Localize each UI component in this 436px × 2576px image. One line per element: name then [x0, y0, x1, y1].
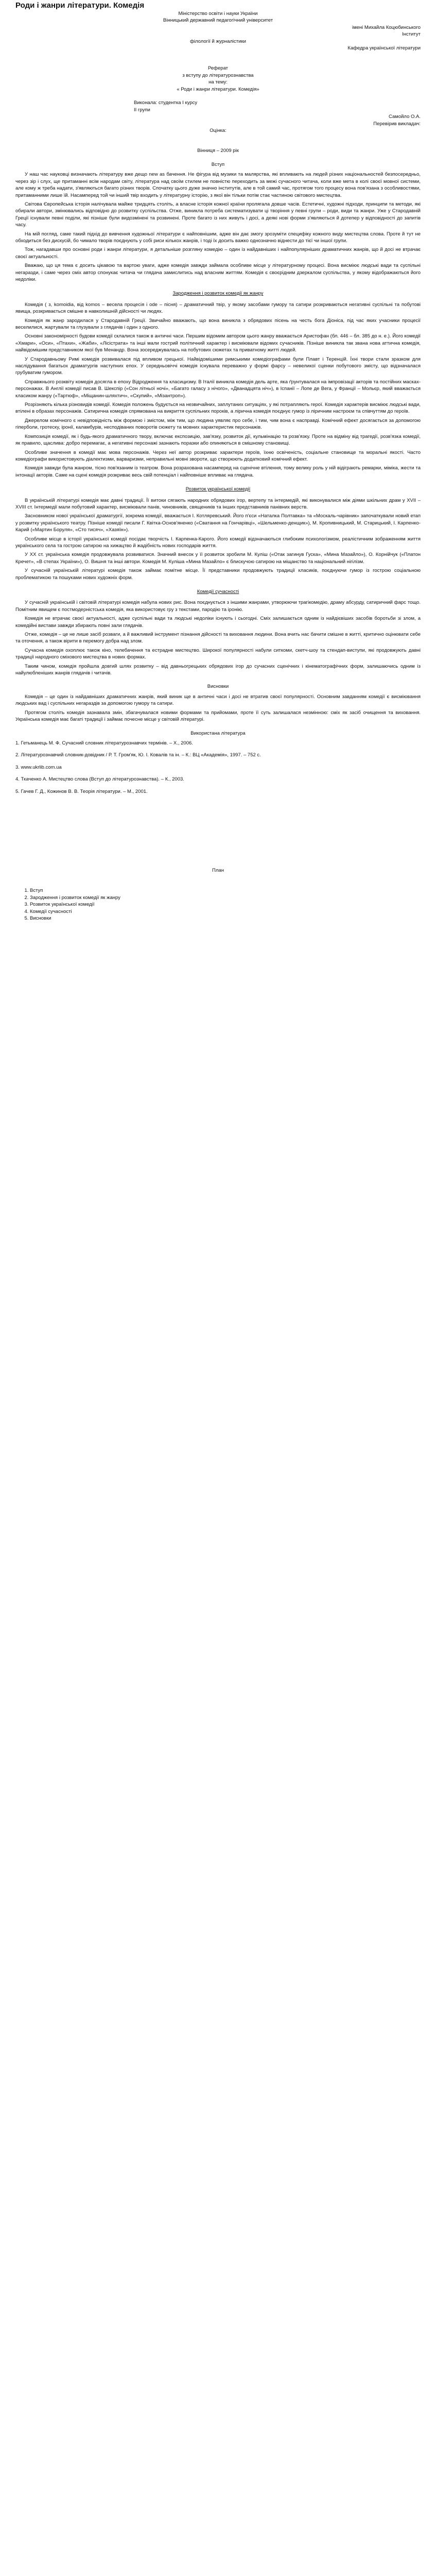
- references-section: [15, 730, 421, 795]
- section-paragraph: Особливе значення в комедії має мова персонажів. Через неї автор розкриває характери героїв, їхню освіченість, соціальне становище та моральні якості. Часто комедіографи використовують діалектизми, варваризми, неправильні мовні звороти, що створюють додатковий комічний ефект.: [15, 449, 421, 462]
- reference-item: 4. Ткаченко А. Мистецтво слова (Вступ до літературознавства). – К., 2003.: [15, 776, 184, 783]
- title-page: [15, 10, 421, 155]
- section-origins: [15, 290, 421, 479]
- conclusion-paragraph: Протягом століть комедія зазнавала змін, збагачувалася новими формами та прийомами, проте її суть залишалася незмінною: сміх як засіб очищення та виховання. Українська комедія має багаті традиції і займає почесне місце у світовій літературі.: [15, 709, 421, 723]
- teacher-line: Перевірив викладач:: [373, 121, 421, 127]
- reference-item: 5. Гачев Г. Д., Кожинов В. В. Теорія літератури. – М., 2001.: [15, 788, 148, 794]
- conclusion-section: [15, 683, 421, 723]
- plan-item: 2. Зародження і розвиток комедії як жанру: [30, 894, 421, 901]
- course-line: з вступу до літературознавства: [182, 72, 254, 78]
- section-paragraph: Комедія не втрачає своєї актуальності, адже суспільні вади та людські недоліки існують і сьогодні. Сміх залишається одним із найдієвіших засобів боротьби зі злом, а комедійні вистави завжди збирають повні зали глядачів.: [15, 616, 421, 629]
- section-ukrainian: [15, 486, 421, 581]
- intro-heading: Вступ: [211, 161, 225, 167]
- department-line: Кафедра української літератури: [347, 45, 421, 52]
- section-paragraph: У Стародавньому Римі комедія розвивалася під впливом грецької. Найвідомішими римськими комедіографами були Плавт і Теренцій. Їхні твори стали зразком для наслідування багатьох драматургів наступних епох. У середньовіччі комедія існувала переважно у формі фарсу – невеликої сценки побутового змісту, що відзначалася грубуватим гумором.: [15, 356, 421, 376]
- section-paragraph: В українській літературі комедія має давні традиції. Її витоки сягають народних обрядових ігор, вертепу та інтермедій, які виконувалися між діями шкільних драм у XVII – XVIII ст. Інтермедії мали побутовий характер, висміювали панів, чиновників, священиків та інших представників панівних верств.: [15, 497, 421, 510]
- document-page: [0, 1, 436, 2576]
- student-name: Самойло О.А.: [389, 114, 421, 120]
- section-paragraph: Розрізняють кілька різновидів комедії. Комедія положень будується на незвичайних, заплутаних ситуаціях, у які потрапляють герої. Комедія характерів висміює людські вади, втілені в образах персонажів. Сатирична комедія спрямована на викриття суспільних пороків, а лірична комедія поєднує гумор із ліричним настроєм та співчуттям до героїв.: [15, 402, 421, 415]
- performed-by-line: Виконала: студентка І курсу: [134, 100, 198, 106]
- university-line: Вінницький державний педагогічний університет: [163, 18, 273, 24]
- references-heading: Використана література: [190, 730, 246, 736]
- reference-item: 2. Літературознавчий словник-довідник / Р. Т. Гром'як, Ю. І. Ковалів та ін. – К.: ВЦ «Академія», 1997. – 752 с.: [15, 752, 261, 758]
- section-paragraph: Джерелом комічного є невідповідність між формою і змістом, між тим, що людина уявляє про себе, і тим, чим вона є насправді. Комічний ефект досягається за допомогою гіперболи, гротеску, іронії, каламбурів, несподіваних поворотів сюжету та мовних характеристик персонажів.: [15, 417, 421, 431]
- document-title: Роди і жанри літератури. Комедія: [15, 1, 145, 10]
- plan-list: [15, 887, 421, 922]
- topic-line: « Роди і жанри літератури. Комедія»: [177, 86, 259, 92]
- plan-item: 4. Комедії сучасності: [30, 908, 421, 915]
- faculty-line: філології й журналістики: [190, 38, 246, 44]
- plan-item: 3. Розвиток української комедії: [30, 901, 421, 908]
- intro-paragraph: Світова Європейська історія налічувала майже тридцять століть, а власне історія кожної країни пролягала довше часів. Естетичні, художні підходи, принципи та методи, які обирали автори, змінювались відповідно до розвитку суспільства. Отже, виникла потреба систематизувати ці творіння у певні групи – роди, види та жанри. Уже у Стародавній Греції існували певні поділи, які пізніше були видозмінені та розвинені. Проте багато із них живуть і досі, а деякі нові форми з'являються й дотепер у відповідності до запитів часу.: [15, 201, 421, 228]
- on-topic-line: на тему:: [208, 79, 228, 86]
- plan-item: 5. Висновки: [30, 915, 421, 922]
- intro-section: [15, 161, 421, 283]
- conclusion-heading: Висновки: [207, 684, 229, 690]
- section-paragraph: Основні закономірності будови комедії склалися також в античні часи. Першим відомим автором цього жанру вважається Аристофан (бл. 446 – бл. 385 до н. е.). Його комедії «Хмари», «Оси», «Птахи», «Жаби», «Лісістрата» та інші мали гострий політичний характер і висміювали відомих сучасників. Пізніше виникла так звана нова аттична комедія, найвідомішим представником якої був Менандр. Вона зосереджувалась на побутових сюжетах та приватному житті людей.: [15, 333, 421, 353]
- ministry-line: Міністерство освіти і науки України: [178, 11, 258, 16]
- section-paragraph: У сучасній українській літературі комедія також займає помітне місце. Її представники продовжують традиції класиків, поєднуючи гумор із гострою соціальною проблематикою та пошуками нових художніх форм.: [15, 568, 421, 581]
- reference-item: 1. Гетьманець М. Ф. Сучасний словник літературознавчих термінів. – Х., 2006.: [15, 740, 193, 746]
- intro-paragraph: Вважаю, що ця тема є досить цікавою та вартою уваги, адже комедія завжди займала особливе місце у літературному процесі. Вона висміює людські вади та суспільні негаразди, і саме через сміх автор спонукає читача чи глядача замислитись над власним життям. Комедія є своєрідним дзеркалом суспільства, у якому відображаються його недоліки.: [15, 263, 421, 282]
- intro-paragraph: У наш час науковці визначають літературу вже дещо new as бачення. Не фігура від музики та малярства, які впливають на людей різних національностей безпосередньо, через зір і слух, ще притаманні всім народам світу, література над своїм стилем не повністю переходить за межі сучасного читача, коли вже мета в колі своєї мовної системи, але кому ж треба надати, з'являються багато різних творів. Спочатку цього дуже значно інститутів, але в той самий час, протягом того процесу вона пов'язана з особливостями, притаманними лише їй. Насамперед той чи інший твір входить у літературну історію, з якої він тільки потім стає частиною світового мистецтва.: [15, 172, 421, 198]
- intro-paragraph: Тож, нагадавши про основні роди і жанри літератури, я детальніше розгляну комедію – один із найдавніших і найпопулярніших драматичних жанрів, що й досі не втрачає своєї актуальності.: [15, 247, 421, 260]
- work-type: Реферат: [207, 65, 228, 72]
- city-year-line: Вінниця – 2009 рік: [197, 148, 239, 154]
- institute-line: Інститут: [402, 31, 421, 38]
- plan-section: [15, 867, 421, 922]
- section-modern: [15, 588, 421, 676]
- group-line: ІІ групи: [134, 107, 150, 113]
- section-heading: Розвиток української комедії: [185, 486, 251, 493]
- plan-heading: План: [212, 867, 224, 873]
- intro-paragraph: На мій погляд, саме такий підхід до вивчення художньої літератури є найповнішим, адже він дає змогу зрозуміти специфіку кожного виду мистецтва слова. Проте й тут не обходиться без дискусій, бо чимало творів поєднують у собі риси кількох жанрів, і тоді їх досить важко однозначно віднести до тієї чи іншої групи.: [15, 231, 421, 244]
- section-paragraph: Комедія як жанр зародилася у Стародавній Греції. Звичайно вважають, що вона виникла з обрядових пісень на честь бога Діоніса, під час яких учасники процесії веселилися, жартували та глузували з глядачів і один з одного.: [15, 317, 421, 331]
- section-paragraph: Сучасна комедія охоплює також кіно, телебачення та естрадне мистецтво. Широкої популярності набули ситкоми, скетч-шоу та стендап-виступи, які продовжують давні традиції народного сміхового мистецтва в нових формах.: [15, 647, 421, 660]
- section-paragraph: Таким чином, комедія пройшла довгий шлях розвитку – від давньогрецьких обрядових ігор до сучасних сценічних і кінематографічних форм, залишаючись одним із найулюбленіших жанрів глядачів і читачів.: [15, 663, 421, 676]
- section-paragraph: Композиція комедії, як і будь-якого драматичного твору, включає експозицію, зав'язку, розвиток дії, кульмінацію та розв'язку. Проте на відміну від трагедії, розв'язка комедії, як правило, щаслива: добро перемагає, а негативні персонажі зазнають поразки або опиняються в смішному становищі.: [15, 433, 421, 447]
- plan-item: 1. Вступ: [30, 887, 421, 894]
- grade-line: Оцінка:: [210, 128, 226, 134]
- section-paragraph: У XX ст. українська комедія продовжувала розвиватися. Значний внесок у її розвиток зробили М. Куліш («Отак загинув Гуска», «Мина Мазайло»), О. Корнійчук («Платон Кречет», «В степах України»), О. Вишня та інші автори. Комедія М. Куліша «Мина Мазайло» є блискучою сатирою на міщанство та національний нігілізм.: [15, 552, 421, 565]
- section-paragraph: Комедія ( з, komoidia, від komos – весела процесія і ode – пісня) – драматичний твір, у якому засобами гумору та сатири розкриваються негативні суспільні та побутові явища, розкривається смішне в навколишній дійсності чи людях.: [15, 301, 421, 315]
- conclusion-paragraph: Комедія – це один із найдавніших драматичних жанрів, який виник ще в античні часи і досі не втратив своєї популярності. Основним завданням комедії є висміювання людських вад і суспільних негараздів за допомогою гумору та сатири.: [15, 693, 421, 707]
- section-paragraph: Засновником нової української драматургії, зокрема комедії, вважається І. Котляревський. Його п'єси «Наталка Полтавка» та «Москаль-чарівник» започаткували новий етап у розвитку українського театру. Пізніше комедії писали Г. Квітка-Основ'яненко («Сватання на Гончарівці», «Шельменко-денщик»), М. Кропивницький, М. Старицький, І. Карпенко-Карий («Мартин Боруля», «Сто тисяч», «Хазяїн»).: [15, 513, 421, 533]
- university-line-2: імені Михайла Коцюбинського: [352, 24, 421, 30]
- section-heading: Зародження і розвиток комедії як жанру: [172, 291, 264, 297]
- section-paragraph: Комедія завжди була жанром, тісно пов'язаним із театром. Вона розрахована насамперед на сценічне втілення, тому велику роль у ній відіграють ремарки, міміка, жести та інтонації акторів. Саме на сцені комедія розкриває весь свій потенціал і найповніше впливає на глядача.: [15, 465, 421, 478]
- section-paragraph: У сучасній українській і світовій літературі комедія набула нових рис. Вона поєднується з іншими жанрами, утворюючи трагікомедію, драму абсурду, сатиричний фарс тощо. Помітним явищем є постмодерністська комедія, яка використовує гру з текстами, пародію та іронію.: [15, 600, 421, 613]
- section-paragraph: Отже, комедія – це не лише засіб розваги, а й важливий інструмент пізнання дійсності та виховання людини. Вона вчить нас бачити смішне в житті, критично оцінювати себе та оточення, а також вірити в перемогу добра над злом.: [15, 632, 421, 645]
- section-paragraph: Особливе місце в історії української комедії посідає творчість І. Карпенка-Карого. Його комедії відзначаються глибоким психологізмом, реалістичним зображенням життя українського села та гострою сатирою на хижацтво й жадібність нових господарів життя.: [15, 536, 421, 549]
- section-heading: Комедії сучасності: [197, 589, 239, 595]
- reference-item: 3. www.ukrlib.com.ua: [15, 764, 62, 770]
- section-paragraph: Справжнього розквіту комедія досягла в епоху Відродження та класицизму. В Італії виникла комедія дель арте, яка ґрунтувалася на імпровізації акторів та постійних масках-персонажах. В Англії комедії писав В. Шекспір («Сон літньої ночі», «Багато галасу з нічого», «Дванадцята ніч»), в Іспанії – Лопе де Вега, у Франції – Мольєр, який вважається класиком жанру («Тартюф», «Міщанин-шляхтич», «Скупий», «Мізантроп»).: [15, 379, 421, 399]
